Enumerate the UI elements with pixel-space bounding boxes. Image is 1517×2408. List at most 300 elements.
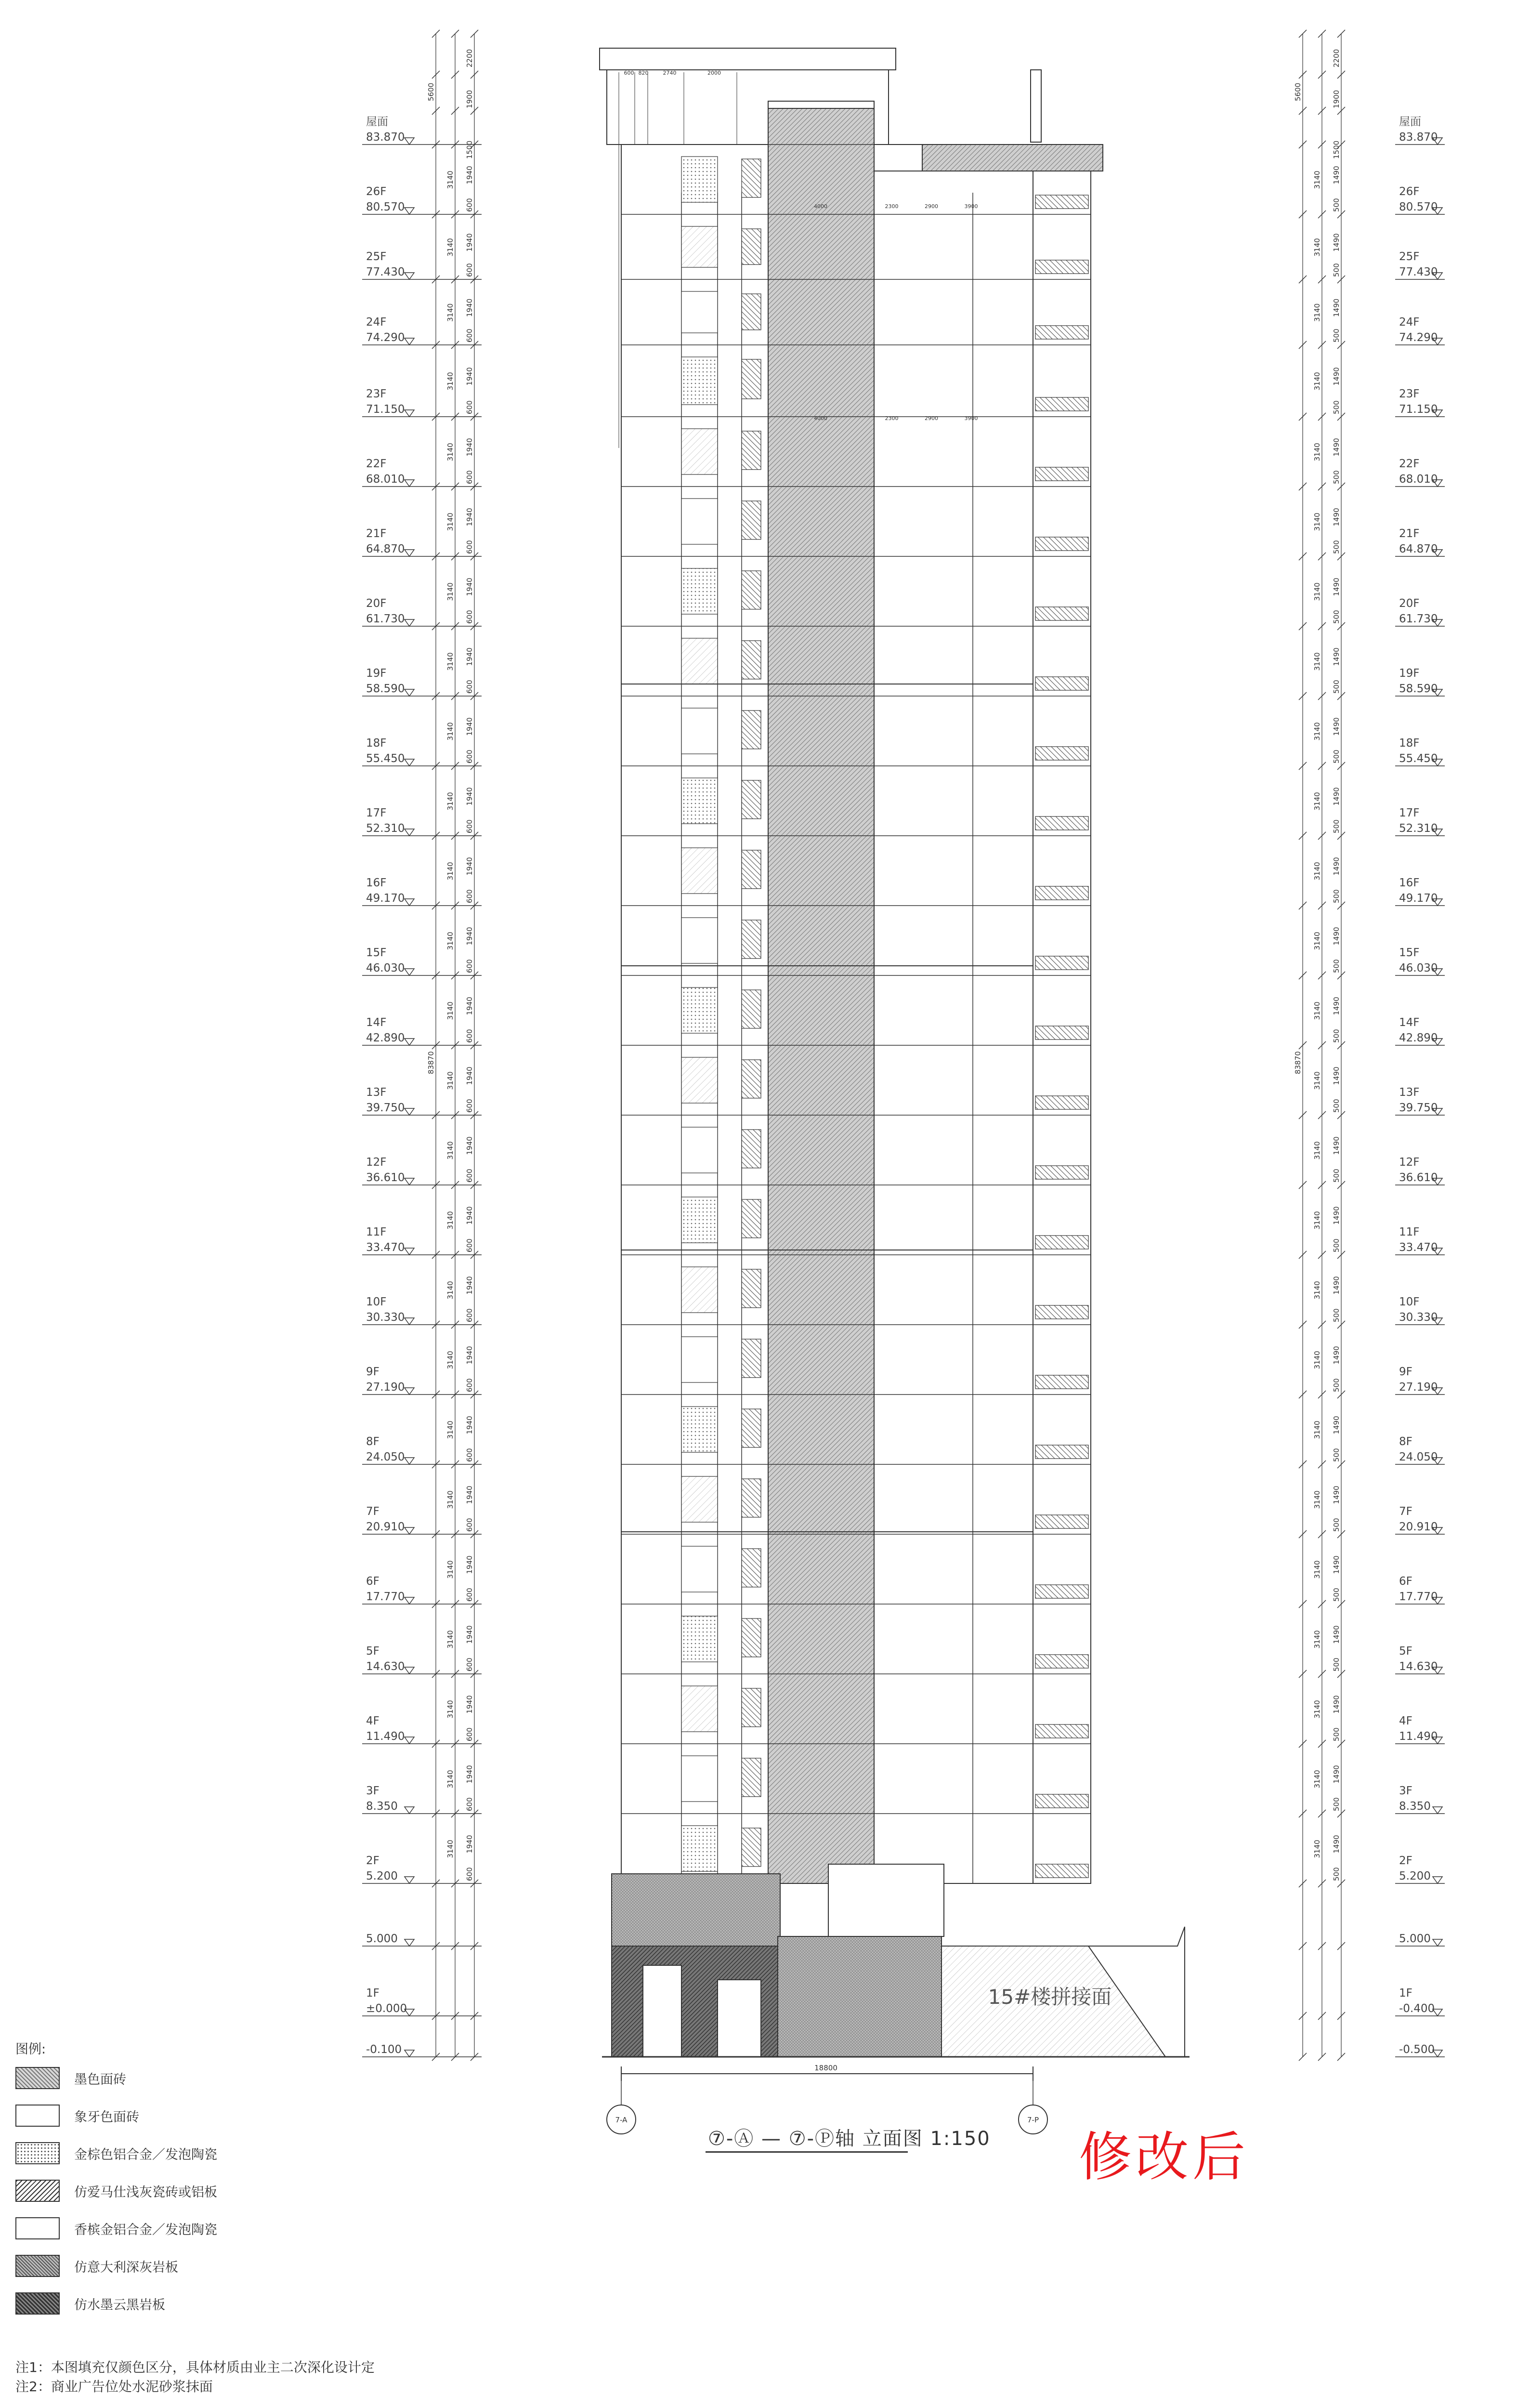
level-elev: 33.470 xyxy=(366,1241,405,1254)
dim-text: 3140 xyxy=(446,1421,455,1439)
window-diag xyxy=(742,850,761,889)
dim-text: 600 xyxy=(465,1658,474,1671)
level-triangle xyxy=(405,1737,414,1744)
level-name: 14F xyxy=(366,1016,387,1029)
level-elev: 30.330 xyxy=(366,1311,405,1324)
level-name: 13F xyxy=(366,1086,387,1099)
dim-text: 600 xyxy=(465,470,474,484)
balcony-rail xyxy=(1035,195,1088,209)
shop-door xyxy=(718,1980,761,2057)
legend-label: 墨色面砖 xyxy=(74,2072,126,2087)
legend-item xyxy=(15,2247,381,2285)
level-triangle xyxy=(405,410,414,417)
dim-text: 600 xyxy=(465,1308,474,1322)
window-diag xyxy=(742,780,761,819)
level-triangle xyxy=(405,338,414,345)
balcony-rail xyxy=(1035,1724,1088,1738)
legend-label: 仿爱马仕浅灰瓷砖或铝板 xyxy=(74,2184,217,2200)
crown-cornice xyxy=(600,48,896,70)
level-elev: 71.150 xyxy=(1399,403,1438,416)
level-triangle xyxy=(405,1039,414,1045)
window-left xyxy=(681,918,718,963)
level-elev: 64.870 xyxy=(1399,543,1438,555)
legend-label: 象牙色面砖 xyxy=(74,2109,139,2125)
dim-text: 600 xyxy=(465,1797,474,1811)
window-left xyxy=(681,1546,718,1592)
note-2: 注2：商业广告位处水泥砂浆抹面 xyxy=(15,2379,213,2395)
dim-text: 1490 xyxy=(1332,298,1341,317)
window-diag xyxy=(742,1339,761,1378)
legend-swatch xyxy=(15,2255,60,2277)
window-left xyxy=(681,1057,718,1103)
level-name: 16F xyxy=(1399,877,1420,889)
window-left xyxy=(681,499,718,544)
podium-box xyxy=(828,1864,944,1936)
dim-text: 1940 xyxy=(465,508,474,526)
level-elev: -0.100 xyxy=(366,2043,402,2056)
window-diag xyxy=(742,431,761,470)
balcony-rail xyxy=(1035,260,1088,274)
level-elev: 80.570 xyxy=(366,201,405,213)
dim-text: 1940 xyxy=(465,298,474,317)
crown-detail-dim: 820 xyxy=(638,70,649,76)
level-name: 25F xyxy=(366,250,387,263)
note-1: 注1：本图填充仅颜色区分，具体材质由业主二次深化设计定 xyxy=(15,2359,375,2375)
dim-text: 3140 xyxy=(1313,1490,1321,1509)
window-left xyxy=(681,1616,718,1662)
dim-text: 5600 xyxy=(427,82,435,101)
level-elev: 39.750 xyxy=(366,1102,405,1114)
window-diag xyxy=(742,571,761,609)
window-left xyxy=(681,1476,718,1522)
dim-text: 1490 xyxy=(1332,1555,1341,1574)
dim-text: 3140 xyxy=(446,372,455,391)
upper-dim: 3900 xyxy=(964,415,978,421)
window-diag xyxy=(742,294,761,330)
window-diag xyxy=(742,229,761,264)
legend xyxy=(15,2040,381,2322)
level-triangle xyxy=(405,273,414,279)
window-left xyxy=(681,1407,718,1452)
dim-text: 600 xyxy=(465,819,474,833)
window-diag xyxy=(742,1758,761,1797)
dim-text: 1490 xyxy=(1332,1835,1341,1854)
level-name: 10F xyxy=(1399,1296,1420,1308)
dim-text: 600 xyxy=(465,680,474,694)
dim-text: 1940 xyxy=(465,1835,474,1854)
dim-text: 3140 xyxy=(1313,1770,1321,1789)
balcony-rail xyxy=(1035,1864,1088,1878)
level-elev: 64.870 xyxy=(366,543,405,555)
window-diag xyxy=(742,501,761,539)
level-name: 18F xyxy=(1399,737,1420,750)
dim-text: 1940 xyxy=(465,1276,474,1295)
upper-dim: 4000 xyxy=(814,415,827,421)
level-name: 23F xyxy=(366,388,387,400)
level-name: 20F xyxy=(366,597,387,610)
dim-text: 500 xyxy=(1332,263,1341,277)
level-name: 3F xyxy=(366,1785,379,1797)
balcony-rail xyxy=(1035,1445,1088,1459)
level-name: 15F xyxy=(366,947,387,959)
window-diag xyxy=(742,1060,761,1098)
window-left xyxy=(681,568,718,614)
dim-text: 3140 xyxy=(1313,862,1321,881)
level-elev: 61.730 xyxy=(366,613,405,625)
dim-text: 1490 xyxy=(1332,438,1341,457)
level-elev: 58.590 xyxy=(366,683,405,695)
dim-text: 1490 xyxy=(1332,1695,1341,1714)
dim-text: 1500 xyxy=(1332,140,1341,159)
window-diag xyxy=(742,1828,761,1867)
window-diag xyxy=(742,1618,761,1657)
base-canopy xyxy=(612,1874,780,1946)
level-name: 5F xyxy=(366,1645,379,1658)
balcony-rail xyxy=(1035,816,1088,830)
level-name: 屋面 xyxy=(366,116,388,128)
level-name: 4F xyxy=(366,1715,379,1727)
legend-item xyxy=(15,2172,381,2210)
dim-text: 3140 xyxy=(446,652,455,671)
level-elev: 68.010 xyxy=(366,473,405,486)
level-elev: 24.050 xyxy=(1399,1451,1438,1463)
dim-text: 3140 xyxy=(1313,722,1321,741)
right-body xyxy=(874,171,1033,1883)
dim-text: 600 xyxy=(465,610,474,624)
dim-text: 3140 xyxy=(1313,1001,1321,1020)
level-triangle xyxy=(405,1248,414,1255)
dim-text: 3140 xyxy=(446,722,455,741)
dim-text: 1490 xyxy=(1332,508,1341,526)
dim-text: 3140 xyxy=(1313,932,1321,950)
level-elev: 11.490 xyxy=(1399,1730,1438,1743)
dim-total: 83870 xyxy=(1294,1051,1302,1074)
level-elev: 77.430 xyxy=(366,266,405,278)
level-triangle xyxy=(405,1458,414,1464)
legend-swatch xyxy=(15,2292,60,2315)
dim-text: 600 xyxy=(465,1588,474,1602)
level-name: 26F xyxy=(1399,185,1420,198)
dim-text: 1940 xyxy=(465,1695,474,1714)
level-name: 16F xyxy=(366,877,387,889)
level-name: 24F xyxy=(1399,316,1420,329)
dim-text: 3140 xyxy=(446,238,455,257)
dim-text: 3140 xyxy=(1313,1630,1321,1649)
dim-text: 500 xyxy=(1332,1727,1341,1741)
dim-text: 1940 xyxy=(465,1416,474,1434)
dim-text: 1940 xyxy=(465,927,474,946)
level-elev: 14.630 xyxy=(366,1660,405,1673)
crown-detail-dim: 2740 xyxy=(663,70,677,76)
dim-text: 3140 xyxy=(446,582,455,601)
dim-text: 600 xyxy=(465,1238,474,1252)
level-elev: 49.170 xyxy=(366,892,405,905)
legend-item xyxy=(15,2285,381,2322)
dim-text: 1940 xyxy=(465,578,474,596)
window-left xyxy=(681,848,718,894)
dim-text: 500 xyxy=(1332,750,1341,763)
dim-text: 3140 xyxy=(1313,372,1321,391)
window-left xyxy=(681,226,718,267)
dim-text: 1490 xyxy=(1332,1066,1341,1085)
legend-swatch xyxy=(15,2067,60,2089)
dim-text: 1490 xyxy=(1332,1136,1341,1155)
dim-text: 600 xyxy=(465,1029,474,1043)
level-triangle xyxy=(405,689,414,696)
level-name: 10F xyxy=(366,1296,387,1308)
level-elev: 30.330 xyxy=(1399,1311,1438,1324)
window-diag xyxy=(742,1130,761,1168)
window-diag xyxy=(742,359,761,399)
dim-text: 600 xyxy=(465,400,474,414)
dim-text: 1490 xyxy=(1332,717,1341,736)
dim-text: 3140 xyxy=(446,171,455,189)
dim-text: 600 xyxy=(465,889,474,903)
dim-text: 500 xyxy=(1332,680,1341,694)
window-left xyxy=(681,708,718,754)
level-name: 21F xyxy=(1399,527,1420,540)
level-name: 7F xyxy=(366,1505,379,1518)
level-triangle xyxy=(405,1178,414,1185)
window-left xyxy=(681,157,718,202)
dim-text: 1940 xyxy=(465,997,474,1015)
dim-text: 1490 xyxy=(1332,233,1341,252)
balcony-rail xyxy=(1035,956,1088,970)
level-triangle xyxy=(405,1939,414,1946)
dim-text: 1940 xyxy=(465,1206,474,1225)
dim-text: 500 xyxy=(1332,1029,1341,1043)
level-elev: 68.010 xyxy=(1399,473,1438,486)
level-name: 1F xyxy=(1399,1987,1412,2000)
dim-text: 1490 xyxy=(1332,857,1341,876)
dim-text: 600 xyxy=(465,1727,474,1741)
dim-text: 600 xyxy=(465,1169,474,1183)
level-elev: 5.000 xyxy=(366,1933,398,1945)
legend-title: 图例: xyxy=(15,2042,46,2057)
dim-text: 3140 xyxy=(446,1840,455,1858)
level-elev: 14.630 xyxy=(1399,1660,1438,1673)
dim-text: 500 xyxy=(1332,400,1341,414)
level-elev: 83.870 xyxy=(366,131,405,144)
balcony-rail xyxy=(1035,1375,1088,1389)
level-elev: 5.000 xyxy=(1399,1933,1431,1945)
window-diag xyxy=(742,711,761,749)
level-name: 1F xyxy=(366,1987,379,2000)
dim-text: 500 xyxy=(1332,959,1341,973)
balcony-rail xyxy=(1035,1655,1088,1668)
dim-text: 1490 xyxy=(1332,1625,1341,1644)
dim-text: 1940 xyxy=(465,717,474,736)
dim-text: 3140 xyxy=(446,1630,455,1649)
dim-text: 600 xyxy=(465,263,474,277)
dim-text: 1490 xyxy=(1332,787,1341,806)
upper-dim: 2900 xyxy=(925,203,938,210)
level-triangle xyxy=(405,480,414,487)
dim-text: 1940 xyxy=(465,1136,474,1155)
dim-text: 3140 xyxy=(446,1700,455,1719)
legend-label: 仿水墨云黑岩板 xyxy=(74,2297,165,2313)
dim-text: 3140 xyxy=(1313,1560,1321,1579)
dim-text: 600 xyxy=(465,1099,474,1113)
dim-text: 1500 xyxy=(465,140,474,159)
window-diag xyxy=(742,1688,761,1727)
dim-text: 3140 xyxy=(446,862,455,881)
level-name: 23F xyxy=(1399,388,1420,400)
window-diag xyxy=(742,920,761,959)
level-name: 6F xyxy=(366,1575,379,1588)
dim-text: 3140 xyxy=(446,792,455,811)
upper-dim: 4000 xyxy=(814,203,827,210)
level-elev: 33.470 xyxy=(1399,1241,1438,1254)
legend-swatch xyxy=(15,2180,60,2202)
dim-text: 500 xyxy=(1332,1448,1341,1462)
crown-detail-dim: 2000 xyxy=(707,70,721,76)
dim-text: 600 xyxy=(465,1378,474,1392)
level-name: 2F xyxy=(1399,1855,1412,1867)
level-elev: 36.610 xyxy=(1399,1171,1438,1184)
level-elev: 74.290 xyxy=(366,331,405,344)
dim-text: 3140 xyxy=(446,1490,455,1509)
level-name: 8F xyxy=(366,1435,379,1448)
dim-text: 1490 xyxy=(1332,997,1341,1015)
dim-text: 3140 xyxy=(1313,1211,1321,1230)
dim-text: 3140 xyxy=(446,1770,455,1789)
level-elev: -0.400 xyxy=(1399,2002,1435,2015)
dim-text: 3140 xyxy=(1313,238,1321,257)
level-triangle xyxy=(405,1388,414,1395)
dim-text: 3140 xyxy=(1313,1071,1321,1090)
level-triangle xyxy=(1433,1877,1442,1883)
dim-text: 1490 xyxy=(1332,1276,1341,1295)
level-name: 12F xyxy=(366,1156,387,1169)
dim-text: 600 xyxy=(465,959,474,973)
level-name: 19F xyxy=(1399,667,1420,680)
dim-text: 1940 xyxy=(465,1765,474,1784)
level-elev: 39.750 xyxy=(1399,1102,1438,1114)
window-left xyxy=(681,987,718,1033)
dim-text: 500 xyxy=(1332,329,1341,342)
dim-text: 3140 xyxy=(446,932,455,950)
level-name: 12F xyxy=(1399,1156,1420,1169)
level-elev: 52.310 xyxy=(1399,822,1438,835)
balcony-rail xyxy=(1035,1794,1088,1808)
level-name: 18F xyxy=(366,737,387,750)
window-diag xyxy=(742,159,761,197)
level-name: 22F xyxy=(366,458,387,470)
window-left xyxy=(681,1197,718,1243)
level-elev: 52.310 xyxy=(366,822,405,835)
level-triangle xyxy=(405,208,414,214)
level-name: 9F xyxy=(1399,1366,1412,1378)
dim-text: 500 xyxy=(1332,819,1341,833)
level-triangle xyxy=(405,1527,414,1534)
level-name: 14F xyxy=(1399,1016,1420,1029)
level-name: 15F xyxy=(1399,947,1420,959)
level-name: 3F xyxy=(1399,1785,1412,1797)
window-left xyxy=(681,778,718,824)
legend-swatch xyxy=(15,2217,60,2239)
window-left xyxy=(681,291,718,333)
dim-text: 3140 xyxy=(446,1211,455,1230)
upper-dim: 2300 xyxy=(885,415,899,421)
dim-text: 3140 xyxy=(446,1071,455,1090)
dim-text: 600 xyxy=(465,1448,474,1462)
entrance-door xyxy=(643,1965,681,2057)
dim-text: 500 xyxy=(1332,1867,1341,1881)
level-triangle xyxy=(405,969,414,975)
level-elev: 42.890 xyxy=(366,1032,405,1044)
dim-text: 3140 xyxy=(1313,443,1321,461)
dim-text: 3140 xyxy=(446,513,455,531)
balcony-rail xyxy=(1035,1305,1088,1319)
dim-text: 500 xyxy=(1332,1238,1341,1252)
level-name: 21F xyxy=(366,527,387,540)
dim-text: 3140 xyxy=(1313,1141,1321,1160)
dim-text: 1940 xyxy=(465,787,474,806)
window-diag xyxy=(742,1269,761,1308)
level-triangle xyxy=(405,899,414,906)
balcony-rail xyxy=(1035,1515,1088,1528)
dim-text: 3140 xyxy=(1313,1840,1321,1858)
dim-text: 600 xyxy=(465,540,474,554)
legend-item xyxy=(15,2210,381,2247)
level-name: 9F xyxy=(366,1366,379,1378)
balcony-rail xyxy=(1035,397,1088,411)
dim-text: 1940 xyxy=(465,857,474,876)
level-triangle xyxy=(1433,1807,1442,1814)
dim-text: 2200 xyxy=(1332,49,1341,67)
dim-text: 1490 xyxy=(1332,1416,1341,1434)
dim-text: 1940 xyxy=(465,1625,474,1644)
window-left xyxy=(681,1127,718,1173)
window-left xyxy=(681,429,718,474)
level-elev: 5.200 xyxy=(366,1870,398,1882)
level-name: 24F xyxy=(366,316,387,329)
level-triangle xyxy=(405,1108,414,1115)
level-elev: 36.610 xyxy=(366,1171,405,1184)
roof-chimney xyxy=(1031,70,1041,142)
window-diag xyxy=(742,1409,761,1447)
window-left xyxy=(681,1826,718,1871)
dim-text: 3140 xyxy=(1313,582,1321,601)
dim-text: 3140 xyxy=(1313,1421,1321,1439)
level-triangle xyxy=(405,1877,414,1883)
balcony-rail xyxy=(1035,1026,1088,1040)
dim-text: 500 xyxy=(1332,1588,1341,1602)
dim-text: 1940 xyxy=(465,1346,474,1365)
balcony-rail xyxy=(1035,1166,1088,1179)
window-diag xyxy=(742,1199,761,1238)
dim-text: 3140 xyxy=(446,443,455,461)
dim-text: 3140 xyxy=(1313,303,1321,322)
level-elev: 58.590 xyxy=(1399,683,1438,695)
dim-text: 500 xyxy=(1332,1658,1341,1671)
balcony-rail xyxy=(1035,1236,1088,1249)
caption-underline xyxy=(706,2151,908,2153)
level-triangle xyxy=(405,1597,414,1604)
balcony-rail xyxy=(1035,677,1088,690)
axis-a-label: 7-A xyxy=(615,2116,628,2124)
legend-item xyxy=(15,2097,381,2134)
level-elev: 71.150 xyxy=(366,403,405,416)
dim-text: 500 xyxy=(1332,1797,1341,1811)
level-elev: 55.450 xyxy=(366,752,405,765)
balcony-rail xyxy=(1035,1585,1088,1598)
central-dark-column xyxy=(768,108,874,1883)
dim-text: 1940 xyxy=(465,1486,474,1504)
level-name: 4F xyxy=(1399,1715,1412,1727)
dim-text: 1490 xyxy=(1332,647,1341,666)
